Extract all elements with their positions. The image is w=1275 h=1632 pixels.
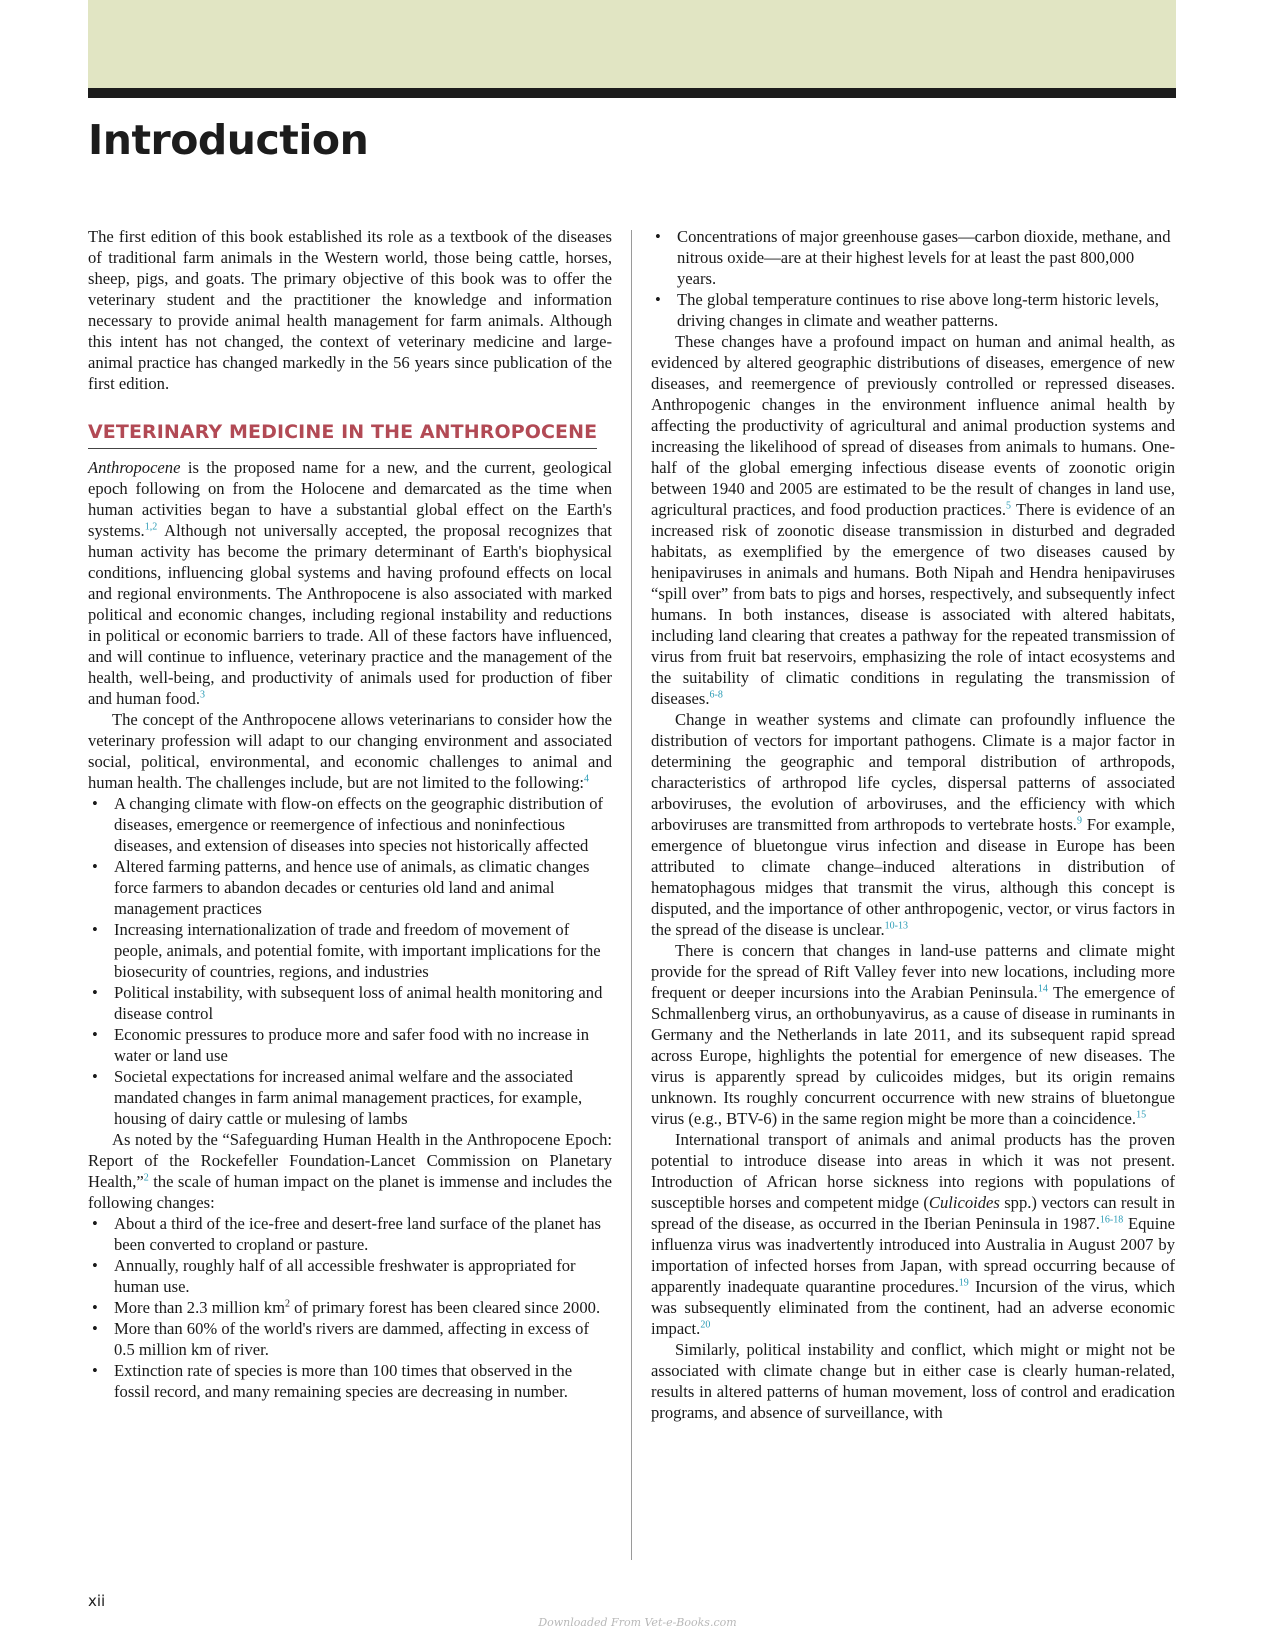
transport-paragraph xyxy=(651,1129,1175,1339)
rift-valley-paragraph xyxy=(651,940,1175,1129)
citation-ref[interactable]: 19 xyxy=(958,1277,969,1289)
citation-ref[interactable]: 14 xyxy=(1037,983,1048,995)
list-item: • Concentrations of major greenhouse gases—carbon dioxide, methane, and nitrous oxide—are at their highest levels for at least the past 800,000 years. xyxy=(651,226,1175,289)
header-color-band xyxy=(88,0,1176,88)
list-item: • A changing climate with flow-on effects on the geographic distribution of diseases, emergence or reemergence of infectious and noninfectious diseases, and extension of diseases into species not historically affected xyxy=(88,793,612,856)
page-number: xii xyxy=(88,1592,106,1610)
list-item: • Annually, roughly half of all accessible freshwater is appropriated for human use. xyxy=(88,1255,612,1297)
citation-ref[interactable]: 1,2 xyxy=(144,521,158,533)
watermark: Downloaded From Vet-e-Books.com xyxy=(538,1616,737,1629)
section-heading: VETERINARY MEDICINE IN THE ANTHROPOCENE xyxy=(88,420,597,449)
anthropocene-paragraph xyxy=(88,457,612,709)
lancet-paragraph xyxy=(88,1129,612,1213)
paragraph-text: These changes have a profound impact on human and animal health, as evidenced by altered geographic distributions of diseases, emergence of new diseases, and reemergence of previously controlled or repressed diseases. Anthropogenic changes in the environment influence animal health by affecting the productivity of agricultural and animal production systems and increasing the likelihood of spread of diseases from animals to humans. One-half of the global emerging infectious disease events of zoonotic origin between 1940 and 2005 are estimated to be the result of changes in land use, agricultural practices, and food production practices. xyxy=(651,332,1175,519)
paragraph-text: the scale of human impact on the planet is immense and includes the following changes: xyxy=(88,1172,612,1212)
paragraph-text: As noted by the “Safeguarding Human Health in the Anthropocene Epoch: Report of the Rockefeller Foundation-Lancet Commission on Planetary Health,” xyxy=(88,1130,612,1191)
changes-list xyxy=(88,1213,612,1402)
list-item: • About a third of the ice-free and desert-free land surface of the planet has been converted to cropland or pasture. xyxy=(88,1213,612,1255)
citation-ref[interactable]: 10-13 xyxy=(884,920,908,932)
challenges-list xyxy=(88,793,612,1129)
list-item: • More than 60% of the world's rivers are dammed, affecting in excess of 0.5 million km of river. xyxy=(88,1318,612,1360)
citation-ref[interactable]: 3 xyxy=(199,689,205,701)
concept-paragraph xyxy=(88,709,612,793)
citation-ref[interactable]: 2 xyxy=(143,1172,149,1184)
paragraph-text: For example, emergence of bluetongue virus infection and disease in Europe has been attributed to climate change–induced alterations in distribution of hematophagous midges that transmit the virus, although this concept is disputed, and the importance of other anthropogenic, vector, or virus factors in the spread of the disease is unclear. xyxy=(651,815,1175,939)
paragraph-text: Incursion of the virus, which was subsequently eliminated from the continent, had an adverse economic impact. xyxy=(651,1277,1175,1338)
impact-paragraph xyxy=(651,331,1175,709)
greenhouse-list xyxy=(651,226,1175,331)
list-item: • Increasing internationalization of trade and freedom of movement of people, animals, and potential fomite, with important implications for the biosecurity of countries, regions, and industries xyxy=(88,919,612,982)
chapter-title: Introduction xyxy=(88,116,369,164)
citation-ref[interactable]: 4 xyxy=(584,773,589,785)
left-column xyxy=(88,226,612,1402)
paragraph-text: Equine influenza virus was inadvertently introduced into Australia in August 2007 by importation of infected horses from Japan, with spread occurring because of apparently inadequate quarantine procedures. xyxy=(651,1214,1175,1296)
paragraph-text: There is evidence of an increased risk of zoonotic disease transmission in disturbed and degraded habitats, as exemplified by the emergence of two diseases caused by henipaviruses in animals and humans. Both Nipah and Hendra henipaviruses “spill over” from bats to pigs and horses, respectively, and subsequently infect humans. In both instances, disease is associated with altered habitats, including land clearing that creates a pathway for the repeated transmission of virus from fruit bat reservoirs, emphasizing the role of intact ecosystems and the suitability of climatic conditions in regulating the transmission of diseases. xyxy=(651,500,1175,708)
genus-name: Culicoides xyxy=(928,1193,1000,1212)
list-item xyxy=(88,1297,612,1318)
paragraph-text: is the proposed name for a new, and the current, geological epoch following on from the Holocene and demarcated as the time when human activities began to have a substantial global effect on the Earth's systems. xyxy=(88,458,612,540)
list-text: of primary forest has been cleared since 2000. xyxy=(290,1298,601,1317)
list-item: • Societal expectations for increased animal welfare and the associated mandated changes in farm animal management practices, for example, housing of dairy cattle or mulesing of lambs xyxy=(88,1066,612,1129)
right-column xyxy=(651,226,1175,1423)
citation-ref[interactable]: 6-8 xyxy=(709,689,723,701)
paragraph-text: spp.) vectors can result in spread of the disease, as occurred in the Iberian Peninsula in 1987. xyxy=(651,1193,1175,1233)
list-item: • Altered farming patterns, and hence use of animals, as climatic changes force farmers to abandon decades or centuries old land and animal management practices xyxy=(88,856,612,919)
header-rule xyxy=(88,88,1176,98)
list-text: More than 2.3 million km xyxy=(114,1298,285,1317)
list-item: • Extinction rate of species is more than 100 times that observed in the fossil record, and many remaining species are decreasing in number. xyxy=(88,1360,612,1402)
intro-paragraph: The first edition of this book established its role as a textbook of the diseases of traditional farm animals in the Western world, those being cattle, horses, sheep, pigs, and goats. The primary objective of this book was to offer the veterinary student and the practitioner the knowledge and information necessary to provide animal health management for farm animals. Although this intent has not changed, the context of veterinary medicine and large-animal practice has changed markedly in the 56 years since publication of the first edition. xyxy=(88,227,612,393)
paragraph-text: Although not universally accepted, the proposal recognizes that human activity has become the primary determinant of Earth's biophysical conditions, influencing global systems and having profound effects on local and regional environments. The Anthropocene is also associated with marked political and economic changes, including regional instability and reductions in political or economic barriers to trade. All of these factors have influenced, and will continue to influence, veterinary practice and the management of the health, well-being, and productivity of animals used for production of fiber and human food. xyxy=(88,521,612,708)
paragraph-text: Change in weather systems and climate can profoundly influence the distribution of vectors for important pathogens. Climate is a major factor in determining the geographic and temporal distribution of arthropods, characteristics of arthropod life cycles, dispersal patterns of associated arboviruses, the evolution of arboviruses, and the efficiency with which arboviruses are transmitted from arthropods to vertebrate hosts. xyxy=(651,710,1175,834)
citation-ref[interactable]: 20 xyxy=(700,1319,711,1331)
anthropocene-term: Anthropocene xyxy=(88,458,181,477)
citation-ref[interactable]: 9 xyxy=(1076,815,1082,827)
list-item: • Political instability, with subsequent loss of animal health monitoring and disease control xyxy=(88,982,612,1024)
column-divider xyxy=(631,230,632,1560)
paragraph-text: The emergence of Schmallenberg virus, an orthobunyavirus, as a cause of disease in ruminants in Germany and the Netherlands in late 2011, and its subsequent rapid spread across Europe, highlights the potential for emergence of new diseases. The virus is apparently spread by culicoides midges, but its origin remains unknown. Its roughly concurrent occurrence with new strains of bluetongue virus (e.g., BTV-6) in the same region might be more than a coincidence. xyxy=(651,983,1175,1128)
citation-ref[interactable]: 5 xyxy=(1006,500,1012,512)
paragraph-text: The concept of the Anthropocene allows veterinarians to consider how the veterinary profession will adapt to our changing environment and associated social, political, environmental, and economic challenges to animal and human health. The challenges include, but are not limited to the following: xyxy=(88,710,612,792)
citation-ref[interactable]: 16-18 xyxy=(1099,1214,1124,1226)
superscript: 2 xyxy=(285,1298,290,1310)
list-item: • The global temperature continues to rise above long-term historic levels, driving changes in climate and weather patterns. xyxy=(651,289,1175,331)
list-item: • Economic pressures to produce more and safer food with no increase in water or land use xyxy=(88,1024,612,1066)
vectors-paragraph xyxy=(651,709,1175,940)
political-paragraph: Similarly, political instability and conflict, which might or might not be associated with climate change but in either case is clearly human-related, results in altered patterns of human movement, loss of control and eradication programs, and absence of surveillance, with xyxy=(651,1340,1175,1422)
paragraph-text: International transport of animals and animal products has the proven potential to introduce disease into areas in which it was not present. Introduction of African horse sickness into regions with populations of susceptible horses and competent midge ( xyxy=(651,1130,1175,1212)
paragraph-text: There is concern that changes in land-use patterns and climate might provide for the spread of Rift Valley fever into new locations, including more frequent or deeper incursions into the Arabian Peninsula. xyxy=(651,941,1175,1002)
citation-ref[interactable]: 15 xyxy=(1136,1109,1147,1121)
